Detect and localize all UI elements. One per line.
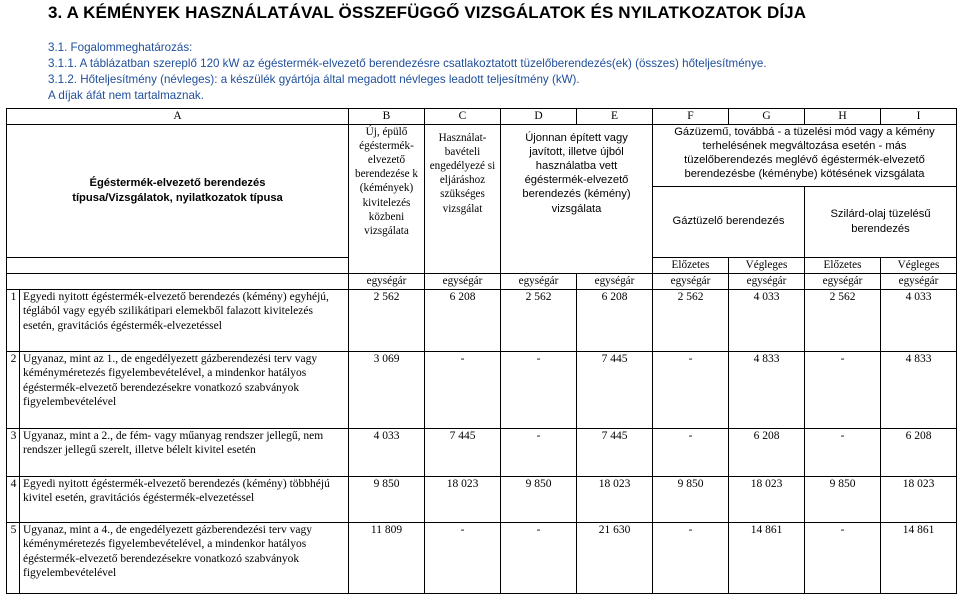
pre-final-label: Végleges: [729, 257, 805, 273]
unit-price-label: egységár: [577, 273, 653, 289]
price-cell: -: [805, 351, 881, 428]
price-cell: -: [425, 351, 501, 428]
column-letter: E: [577, 109, 653, 125]
header-new-construction: Új, épülő égéstermék-elvezető berendezése k (kémények) kivitelezés közbeni vizsgálata: [349, 124, 425, 273]
definition-3-1-2: 3.1.2. Hőteljesítmény (névleges): a készülék gyártója által megadott névleges leadott teljesítmény (kW).: [48, 73, 580, 86]
price-cell: -: [501, 522, 577, 593]
price-cell: -: [425, 522, 501, 593]
row-number: 3: [7, 428, 20, 476]
column-letter: B: [349, 109, 425, 125]
price-cell: 4 833: [729, 351, 805, 428]
price-cell: -: [501, 428, 577, 476]
price-cell: 9 850: [501, 476, 577, 522]
unit-price-label: egységár: [425, 273, 501, 289]
definitions-heading: 3.1. Fogalommeghatározás:: [48, 41, 193, 54]
price-cell: 2 562: [349, 289, 425, 351]
price-cell: -: [653, 522, 729, 593]
price-cell: 4 033: [729, 289, 805, 351]
row-description: Egyedi nyitott égéstermék-elvezető berendezés (kémény) többhéjú kivitel esetén, gravitációs égéstermék-elvezetéssel: [20, 476, 349, 522]
row-number: 2: [7, 351, 20, 428]
price-cell: 3 069: [349, 351, 425, 428]
header-commissioning: Használat-bavételi engedélyezé si eljáráshoz szükséges vizsgálat: [425, 124, 501, 273]
price-cell: 7 445: [577, 428, 653, 476]
price-cell: 4 033: [349, 428, 425, 476]
column-letter: D: [501, 109, 577, 125]
column-letter: G: [729, 109, 805, 125]
document-title: 3. A KÉMÉNYEK HASZNÁLATÁVAL ÖSSZEFÜGGŐ VIZSGÁLATOK ÉS NYILATKOZATOK DÍJA: [48, 3, 807, 22]
pre-final-label: Előzetes: [805, 257, 881, 273]
table-row: [7, 522, 957, 593]
column-letter: A: [7, 109, 349, 125]
price-cell: 2 562: [653, 289, 729, 351]
price-cell: 6 208: [577, 289, 653, 351]
price-cell: 21 630: [577, 522, 653, 593]
vat-note: A díjak áfát nem tartalmaznak.: [48, 89, 204, 102]
description-header: Égéstermék-elvezető berendezés típusa/Vizsgálatok, nyilatkozatok típusa: [7, 124, 349, 257]
table-row: [7, 428, 957, 476]
price-cell: 14 861: [729, 522, 805, 593]
header-solid-oil-fuel: Szilárd-olaj tüzelésű berendezés: [805, 186, 957, 257]
column-letter: H: [805, 109, 881, 125]
price-cell: 2 562: [805, 289, 881, 351]
price-cell: 18 023: [881, 476, 957, 522]
table-row: [7, 351, 957, 428]
price-cell: 6 208: [881, 428, 957, 476]
row-description: Egyedi nyitott égéstermék-elvezető berendezés (kémény) egyhéjú, téglából vagy egyéb szilikátipari elemekből falazott kivitelezés esetén, gravitációs égéstermék-elvezetéssel: [20, 289, 349, 351]
unit-price-label: egységár: [653, 273, 729, 289]
price-cell: 9 850: [805, 476, 881, 522]
price-cell: 7 445: [577, 351, 653, 428]
price-cell: -: [501, 351, 577, 428]
column-letter: I: [881, 109, 957, 125]
price-cell: -: [653, 428, 729, 476]
unit-price-label: egységár: [805, 273, 881, 289]
header-repaired-chimney: Újonnan épített vagy javított, illetve újból használatba vett égéstermék-elvezető berendezés (kémény) vizsgálata: [501, 124, 653, 273]
price-cell: 18 023: [425, 476, 501, 522]
price-cell: 18 023: [577, 476, 653, 522]
price-cell: 9 850: [349, 476, 425, 522]
definition-3-1-1: 3.1.1. A táblázatban szereplő 120 kW az égéstermék-elvezető berendezésre csatlakoztatott tüzelőberendezés(ek) (összes) hőteljesítménye.: [48, 57, 767, 70]
price-cell: 4 833: [881, 351, 957, 428]
price-cell: 14 861: [881, 522, 957, 593]
row-description: Ugyanaz, mint az 1., de engedélyezett gázberendezési terv vagy kéményméretezés figyelembevételével, a mindenkor hatályos égéstermék-elvezető berendezésekre vonatkozó szabványok figyelembevételével: [20, 351, 349, 428]
price-cell: -: [653, 351, 729, 428]
unit-price-label: egységár: [349, 273, 425, 289]
unit-price-label: egységár: [881, 273, 957, 289]
fee-table: [6, 108, 957, 594]
price-cell: 7 445: [425, 428, 501, 476]
unit-price-label: egységár: [501, 273, 577, 289]
row-number: 1: [7, 289, 20, 351]
blank-cell: [7, 257, 349, 273]
price-cell: 9 850: [653, 476, 729, 522]
price-cell: 2 562: [501, 289, 577, 351]
column-letter-row: [7, 109, 957, 125]
header-gas-connection: Gázüzemű, továbbá - a tüzelési mód vagy a kémény terhelésének megváltozása esetén - más tüzelőberendezés meglévő égéstermék-elvezető berendezésbe (kéménybe) kötésének vizsgálata: [653, 124, 957, 186]
price-cell: -: [805, 428, 881, 476]
price-cell: 4 033: [881, 289, 957, 351]
header-gas-fuel: Gáztüzelő berendezés: [653, 186, 805, 257]
blank-cell: [7, 273, 349, 289]
row-number: 4: [7, 476, 20, 522]
row-description: Ugyanaz, mint a 2., de fém- vagy műanyag rendszer jellegű, nem rendszer jellegű szerelt, illetve bélelt kivitel esetén: [20, 428, 349, 476]
unit-price-row: [7, 273, 957, 289]
table-row: [7, 476, 957, 522]
fee-rows: [7, 289, 957, 593]
price-cell: 11 809: [349, 522, 425, 593]
row-number: 5: [7, 522, 20, 593]
row-description: Ugyanaz, mint a 4., de engedélyezett gázberendezési terv vagy kéményméretezés figyelembevételével, a mindenkor hatályos égéstermék-elvezető berendezésekre vonatkozó szabványok figyelembevételével: [20, 522, 349, 593]
price-cell: -: [805, 522, 881, 593]
pre-final-label: Végleges: [881, 257, 957, 273]
price-cell: 6 208: [425, 289, 501, 351]
price-cell: 18 023: [729, 476, 805, 522]
table-row: [7, 289, 957, 351]
pre-final-label: Előzetes: [653, 257, 729, 273]
column-letter: F: [653, 109, 729, 125]
column-letter: C: [425, 109, 501, 125]
unit-price-label: egységár: [729, 273, 805, 289]
price-cell: 6 208: [729, 428, 805, 476]
